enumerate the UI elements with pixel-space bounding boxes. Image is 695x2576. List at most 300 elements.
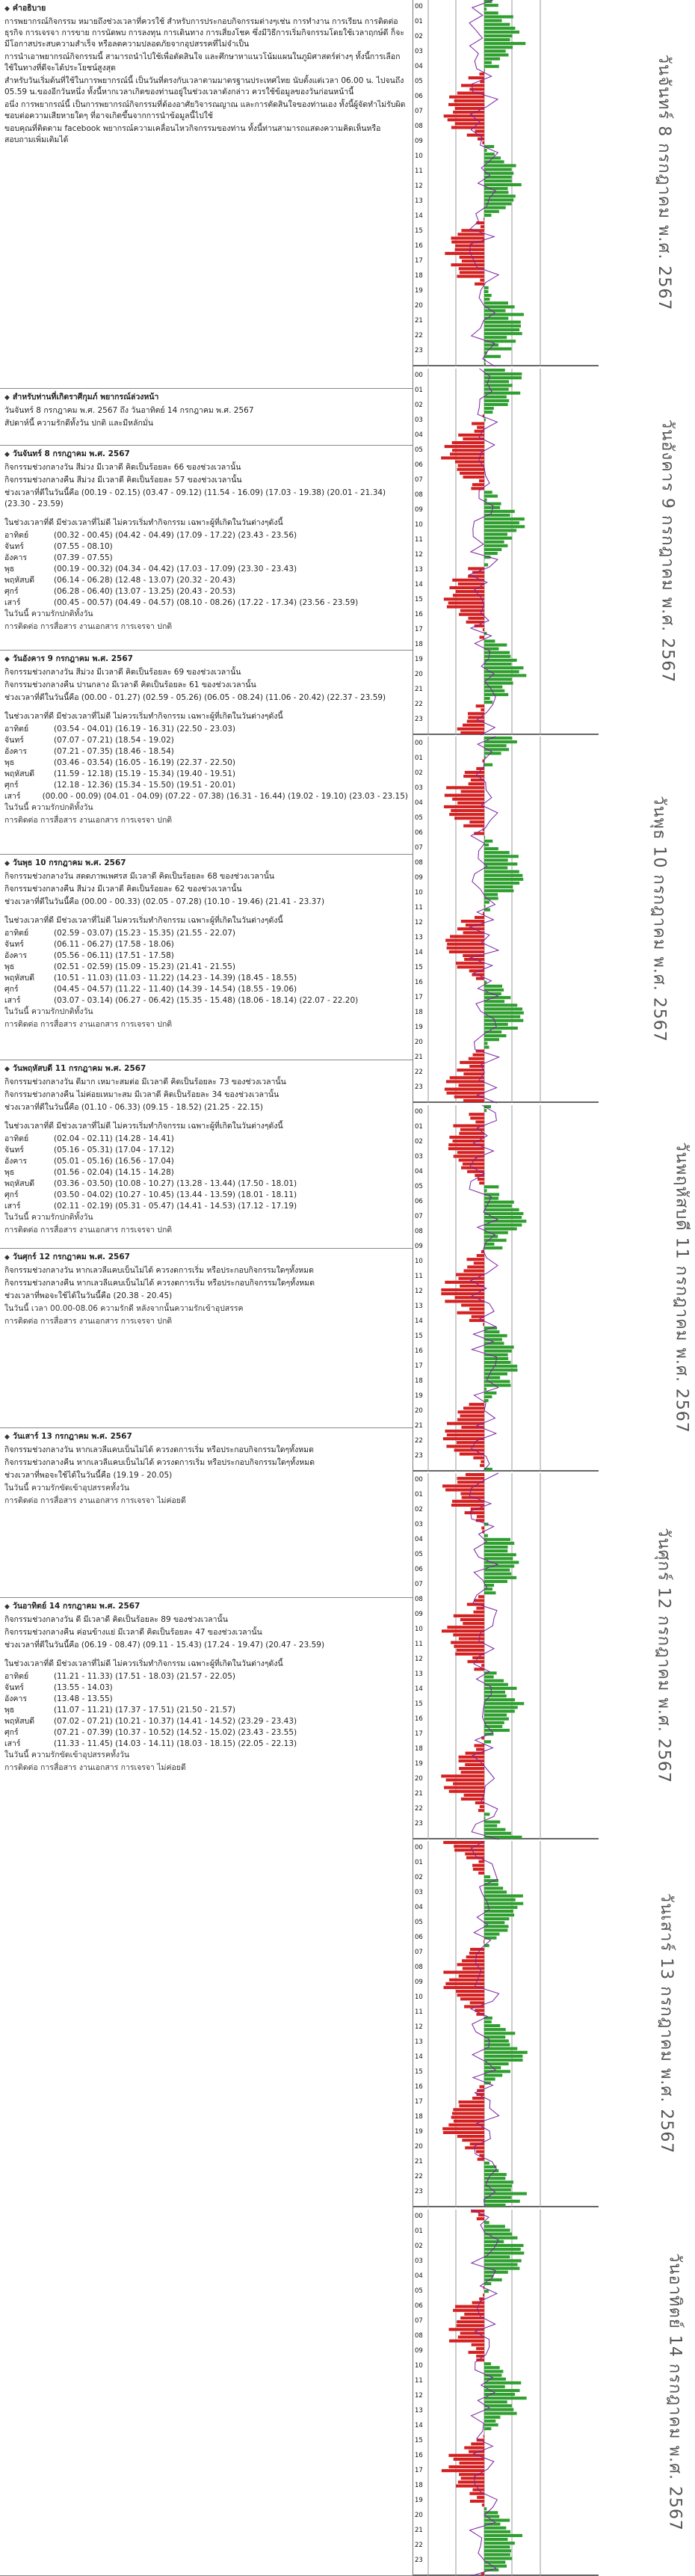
bad-bar bbox=[476, 221, 484, 224]
bad-bar bbox=[445, 1300, 484, 1303]
good-bar bbox=[484, 1925, 508, 1928]
panel-date-label: วันอังคาร 9 กรกฎาคม พ.ศ. 2567 bbox=[658, 419, 677, 683]
bad-bar bbox=[473, 1868, 484, 1871]
bad-bar bbox=[463, 1163, 484, 1166]
good-bar bbox=[484, 2255, 510, 2258]
good-bar bbox=[484, 2020, 492, 2023]
hour-label: 20 bbox=[415, 1775, 423, 1783]
good-bar bbox=[484, 2244, 524, 2247]
hour-label: 19 bbox=[415, 2128, 423, 2136]
hour-label: 20 bbox=[415, 302, 423, 310]
good-bar bbox=[484, 985, 502, 988]
good-bar bbox=[484, 2188, 511, 2191]
bad-bar bbox=[460, 1414, 484, 1417]
bad-bar bbox=[445, 1430, 484, 1433]
good-bar bbox=[484, 336, 507, 339]
good-bar bbox=[484, 2263, 517, 2266]
bad-bar bbox=[461, 84, 484, 87]
hour-label: 11 bbox=[415, 2377, 423, 2385]
hour-label: 13 bbox=[415, 1303, 423, 1310]
good-bar bbox=[484, 1921, 504, 1924]
good-bar bbox=[484, 1549, 507, 1552]
bad-bar bbox=[453, 2108, 484, 2111]
bad-bar bbox=[463, 775, 484, 778]
weekday-times: (12.18 - 12.36) (15.34 - 15.50) (19.51 - 20.01) bbox=[54, 781, 236, 790]
good-bar bbox=[484, 639, 495, 642]
good-bar bbox=[484, 867, 507, 870]
hour-label: 02 bbox=[415, 1874, 423, 1881]
subscription-section bbox=[0, 389, 413, 446]
hour-label: 08 bbox=[415, 491, 423, 499]
day-title: วันศุกร์ 12 กรกฎาคม พ.ศ. 2567 bbox=[12, 1252, 130, 1261]
hour-label: 05 bbox=[415, 1919, 423, 1926]
day-section bbox=[0, 855, 413, 1060]
bad-bar bbox=[447, 1433, 484, 1436]
bad-bar bbox=[468, 712, 484, 715]
weekday-times: (00.32 - 00.45) (04.42 - 04.49) (17.09 - 17.22) (23.43 - 23.56) bbox=[54, 531, 297, 540]
weekday-row bbox=[4, 575, 408, 586]
hour-label: 02 bbox=[415, 2243, 423, 2250]
good-bar bbox=[484, 1007, 522, 1010]
weekday-row bbox=[4, 746, 408, 757]
bad-bar bbox=[483, 1323, 484, 1326]
bad-bar bbox=[445, 939, 484, 942]
bad-bar bbox=[459, 2104, 484, 2107]
good-bar bbox=[484, 194, 516, 197]
bad-bar bbox=[477, 426, 484, 429]
activity-graph bbox=[428, 1841, 540, 2206]
bullet-icon: ◆ bbox=[4, 656, 10, 663]
day-footer: การติดต่อ การสื่อสาร งานเอกสาร การเจรจา ปกติ bbox=[4, 1226, 173, 1235]
day-line: กิจกรรมช่วงกลางคืน สีม่วง มีเวลาดี คิดเป็นร้อยละ 62 ของช่วงเวลานั้น bbox=[4, 885, 242, 894]
bad-bar bbox=[472, 2097, 484, 2100]
hour-label: 05 bbox=[415, 1183, 423, 1190]
bad-bar bbox=[463, 1407, 484, 1410]
bad-bar bbox=[446, 1778, 484, 1781]
activity-graph bbox=[428, 737, 540, 1101]
bad-bar bbox=[463, 476, 484, 479]
hour-label: 01 bbox=[415, 1859, 423, 1866]
bad-bar bbox=[464, 2446, 484, 2449]
weekday-times: (05.16 - 05.31) (17.04 - 17.12) bbox=[54, 1146, 174, 1155]
bad-bar bbox=[457, 1410, 484, 1413]
bad-bar bbox=[466, 923, 484, 926]
bullet-icon: ◆ bbox=[4, 394, 10, 402]
good-bar bbox=[484, 1828, 505, 1831]
hour-label: 09 bbox=[415, 138, 423, 145]
good-bar bbox=[484, 2074, 502, 2077]
hour-axis bbox=[413, 369, 427, 734]
bad-bar bbox=[477, 2496, 484, 2499]
good-bar bbox=[484, 2542, 515, 2545]
bad-bar bbox=[457, 1069, 484, 1072]
hour-label: 04 bbox=[415, 2272, 423, 2280]
bad-bar bbox=[451, 126, 484, 129]
bullet-icon: ◆ bbox=[4, 5, 10, 13]
day-footer: ในวันนี้ ความรักปกติทั้งวัน bbox=[4, 803, 93, 812]
hour-label: 21 bbox=[415, 2527, 423, 2534]
good-bar bbox=[484, 290, 489, 293]
good-bar bbox=[484, 294, 492, 297]
bad-bar bbox=[476, 1607, 484, 1610]
hour-label: 04 bbox=[415, 799, 423, 807]
good-bar bbox=[484, 1580, 507, 1583]
hour-label: 01 bbox=[415, 387, 423, 394]
bad-bar bbox=[445, 1088, 484, 1091]
hour-label: 02 bbox=[415, 1138, 423, 1146]
good-bar bbox=[484, 1902, 523, 1905]
hour-label: 08 bbox=[415, 859, 423, 867]
hour-label: 18 bbox=[415, 2482, 423, 2489]
weekday-times: (07.39 - 07.55) bbox=[54, 553, 113, 562]
good-bar bbox=[484, 301, 508, 304]
bad-bar bbox=[461, 229, 484, 232]
panel-date-label: วันศุกร์ 12 กรกฎาคม พ.ศ. 2567 bbox=[654, 1528, 673, 1783]
weekday-row bbox=[4, 1201, 408, 1212]
bad-bar bbox=[469, 820, 484, 823]
graph-panel bbox=[413, 1105, 691, 1472]
good-bar bbox=[484, 42, 525, 45]
bad-bar bbox=[460, 2331, 484, 2334]
hour-label: 15 bbox=[415, 1332, 423, 1340]
weekday-row bbox=[4, 962, 408, 973]
good-bar bbox=[484, 305, 515, 308]
good-bar bbox=[484, 1019, 523, 1022]
subscription-range: วันจันทร์ 8 กรกฎาคม พ.ศ. 2567 ถึง วันอาทิตย์ 14 กรกฎาคม พ.ศ. 2567 bbox=[4, 406, 254, 415]
hour-label: 04 bbox=[415, 63, 423, 70]
weekday-row bbox=[4, 553, 408, 564]
weekday-times: (07.55 - 08.10) bbox=[54, 542, 113, 551]
weekday-times: (01.56 - 02.04) (14.15 - 14.28) bbox=[54, 1168, 174, 1177]
bad-bar bbox=[451, 263, 484, 266]
good-bar bbox=[484, 491, 492, 494]
hour-label: 14 bbox=[415, 2053, 423, 2061]
weekday-times: (11.33 - 11.45) (14.03 - 14.11) (18.03 - 18.15) (22.05 - 22.13) bbox=[54, 1739, 297, 1748]
bad-bar bbox=[464, 1794, 484, 1797]
good-bar bbox=[484, 369, 505, 372]
good-bar bbox=[484, 1350, 512, 1353]
weekday-label: จันทร์ bbox=[4, 940, 24, 949]
bad-bar bbox=[479, 479, 484, 482]
bad-bar bbox=[480, 1464, 484, 1467]
bad-bar bbox=[454, 2458, 484, 2461]
bad-bar bbox=[477, 2217, 484, 2220]
weekday-row bbox=[4, 950, 408, 962]
hour-label: 07 bbox=[415, 844, 423, 852]
good-bar bbox=[484, 2200, 520, 2203]
bad-bar bbox=[457, 728, 484, 731]
bullet-icon: ◆ bbox=[4, 1603, 10, 1611]
good-bar bbox=[484, 1917, 509, 1920]
good-bar bbox=[484, 2507, 486, 2510]
weekday-label: พฤหัสบดี bbox=[4, 1717, 35, 1726]
bad-bar bbox=[449, 96, 484, 99]
good-bar bbox=[484, 2017, 492, 2020]
bad-bar bbox=[474, 1611, 484, 1614]
good-bar bbox=[484, 328, 519, 331]
weekday-times: (02.59 - 03.07) (15.23 - 15.35) (21.55 - 22.07) bbox=[54, 929, 236, 938]
hour-label: 20 bbox=[415, 1407, 423, 1415]
hour-label: 11 bbox=[415, 1641, 423, 1648]
hour-label: 16 bbox=[415, 611, 423, 618]
hour-label: 18 bbox=[415, 272, 423, 280]
bad-bar bbox=[458, 1277, 484, 1280]
bad-bar bbox=[454, 1848, 484, 1851]
day-title: วันจันทร์ 8 กรกฎาคม พ.ศ. 2567 bbox=[12, 449, 130, 458]
good-bar bbox=[484, 882, 519, 885]
good-bar bbox=[484, 355, 501, 358]
bad-bar bbox=[467, 134, 484, 137]
hour-label: 10 bbox=[415, 153, 423, 160]
weekday-label: พุธ bbox=[4, 1706, 15, 1715]
hour-label: 22 bbox=[415, 1069, 423, 1076]
good-bar bbox=[484, 15, 513, 18]
hour-label: 10 bbox=[415, 1258, 423, 1265]
weekday-times: (02.51 - 02.59) (15.09 - 15.23) (21.41 - 21.55) bbox=[54, 962, 236, 971]
day-line: กิจกรรมช่วงกลางวัน สีม่วง มีเวลาดี คิดเป็นร้อยละ 69 ของช่วงเวลานั้น bbox=[4, 668, 241, 677]
hour-label: 10 bbox=[415, 1994, 423, 2001]
weekday-times: (00.19 - 00.32) (04.34 - 04.42) (17.03 - 17.09) (23.30 - 23.43) bbox=[54, 565, 297, 574]
hour-axis bbox=[413, 1841, 427, 2206]
hour-label: 00 bbox=[415, 372, 423, 379]
bad-bar bbox=[472, 2343, 484, 2346]
good-bar bbox=[484, 1714, 507, 1717]
good-bar bbox=[484, 1676, 494, 1679]
hour-label: 15 bbox=[415, 2068, 423, 2076]
hour-label: 18 bbox=[415, 641, 423, 648]
hour-label: 19 bbox=[415, 2497, 423, 2504]
weekday-times: (07.02 - 07.21) (10.21 - 10.37) (14.41 - 14.52) (23.29 - 23.43) bbox=[54, 1717, 297, 1726]
bad-bar bbox=[463, 1269, 484, 1272]
good-bar bbox=[484, 407, 494, 410]
hour-label: 16 bbox=[415, 2452, 423, 2459]
weekday-times: (07.21 - 07.39) (10.37 - 10.52) (14.52 - 15.02) (23.43 - 23.55) bbox=[54, 1728, 297, 1737]
hour-label: 15 bbox=[415, 227, 423, 235]
bad-bar bbox=[452, 1500, 484, 1503]
good-bar bbox=[484, 648, 498, 651]
bullet-icon: ◆ bbox=[4, 860, 10, 867]
hour-label: 19 bbox=[415, 287, 423, 295]
day-line: กิจกรรมช่วงกลางวัน สีม่วง มีเวลาดี คิดเป็นร้อยละ 66 ของช่วงเวลานั้น bbox=[4, 463, 241, 472]
bad-bar bbox=[457, 1963, 484, 1966]
bad-bar bbox=[449, 1979, 484, 1982]
day-line: กิจกรรมช่วงกลางวัน หากเลวลีแคบเบ็นไม่ได้ ควรงดการเริ่ม หรือประกอบกิจกรรมใดๆทั้งหมด bbox=[4, 1445, 314, 1454]
day-footer: ในวันนี้ ความรักขัดเข้าอุปสรรคทั้งวัน bbox=[4, 1750, 130, 1759]
bad-bar bbox=[465, 1511, 484, 1514]
weekday-times: (06.14 - 06.28) (12.48 - 13.07) (20.32 - 20.43) bbox=[54, 576, 236, 585]
bad-bar bbox=[441, 1288, 484, 1291]
bad-bar bbox=[480, 279, 484, 282]
day-title: วันพฤหัสบดี 11 กรกฎาคม พ.ศ. 2567 bbox=[12, 1064, 146, 1073]
hour-label: 18 bbox=[415, 2113, 423, 2121]
good-bar bbox=[484, 343, 498, 346]
bad-bar bbox=[461, 1303, 484, 1306]
hour-label: 07 bbox=[415, 476, 423, 484]
good-bar bbox=[484, 552, 498, 555]
good-bar bbox=[484, 38, 510, 41]
good-bar bbox=[484, 532, 507, 535]
bad-bar bbox=[475, 130, 484, 133]
hour-label: 22 bbox=[415, 332, 423, 339]
good-bar bbox=[484, 1038, 499, 1041]
hour-label: 00 bbox=[415, 740, 423, 747]
bad-bar bbox=[452, 798, 484, 801]
weekday-row bbox=[4, 1178, 408, 1190]
bad-bar bbox=[478, 1809, 484, 1812]
good-bar bbox=[484, 537, 512, 540]
subscription-note: สัปดาห์นี้ ความรักดีทั้งวัน ปกติ และมีหลักมั่น bbox=[4, 419, 153, 428]
bad-bar bbox=[476, 704, 484, 707]
hour-label: 09 bbox=[415, 2347, 423, 2355]
hour-label: 03 bbox=[415, 1889, 423, 1896]
intro-paragraph: การพยากรณ์กิจกรรม หมายถึงช่วงเวลาที่ควรใช้ สำหรับการประกอบกิจกรรมต่างๆเช่น การทำงาน การเรียน การติดต่อธุรกิจ การเจรจา การขาย การนัดพบ การลงทุน การเดินทาง การเสี่ยงโชค ซึ่งมีวิธีการเริ่มกิจกรรมโดยใช้เวลาฤกษ์ดี ก็จะมีโอกาสประสบความสำเร็จ หรือลดความปลอดภัยจากอุปสรรคที่ไม่จำเป็น bbox=[4, 17, 404, 49]
good-bar bbox=[484, 309, 505, 312]
day-title: วันเสาร์ 13 กรกฎาคม พ.ศ. 2567 bbox=[12, 1432, 132, 1441]
bad-bar bbox=[473, 1457, 484, 1460]
good-bar bbox=[484, 1691, 505, 1694]
good-bar bbox=[484, 2039, 509, 2042]
weekday-row bbox=[4, 735, 408, 746]
good-bar bbox=[484, 388, 509, 391]
good-bar bbox=[484, 7, 486, 10]
weekday-label: จันทร์ bbox=[4, 1683, 24, 1692]
bad-bar bbox=[461, 2477, 484, 2480]
good-bar bbox=[484, 176, 511, 179]
hour-label: 02 bbox=[415, 769, 423, 777]
hour-label: 15 bbox=[415, 596, 423, 603]
good-bar bbox=[484, 1569, 510, 1572]
bad-bar bbox=[445, 445, 484, 448]
bad-bar bbox=[447, 943, 484, 946]
bad-bar bbox=[458, 2480, 484, 2483]
activity-graph bbox=[428, 1105, 540, 1470]
bad-bar bbox=[451, 1504, 484, 1507]
good-bar bbox=[484, 2055, 522, 2058]
hour-label: 08 bbox=[415, 123, 423, 130]
bad-bar bbox=[443, 1841, 484, 1844]
weekday-row bbox=[4, 1671, 408, 1682]
weekday-label: พฤหัสบดี bbox=[4, 1179, 35, 1188]
bad-bar bbox=[469, 1057, 484, 1060]
bad-bar bbox=[476, 2355, 484, 2358]
good-bar bbox=[484, 2233, 512, 2236]
day-line: กิจกรรมช่วงกลางคืน หากเลวลีแคบเบ็นไม่ได้ ควรงดการเริ่ม หรือประกอบกิจกรรมใดๆทั้งหมด bbox=[4, 1279, 315, 1288]
weekday-times: (04.45 - 04.57) (11.22 - 11.40) (14.39 - 14.54) (18.55 - 19.06) bbox=[54, 985, 297, 994]
weekday-times: (11.07 - 11.21) (17.37 - 17.51) (21.50 - 21.57) bbox=[54, 1706, 236, 1715]
good-bar bbox=[484, 332, 522, 335]
bad-bar bbox=[454, 1614, 484, 1617]
bad-bar bbox=[450, 935, 484, 938]
bad-bar bbox=[445, 1488, 484, 1491]
good-bar bbox=[484, 517, 525, 520]
good-bar bbox=[484, 214, 491, 217]
hour-label: 06 bbox=[415, 1198, 423, 1205]
bad-bar bbox=[461, 1798, 484, 1801]
hour-label: 01 bbox=[415, 2228, 423, 2235]
hour-label: 10 bbox=[415, 521, 423, 529]
weekday-row bbox=[4, 984, 408, 995]
good-bar bbox=[484, 740, 517, 743]
good-bar bbox=[484, 541, 504, 544]
bad-bar bbox=[454, 817, 484, 820]
hour-label: 02 bbox=[415, 402, 423, 409]
bullet-icon: ◆ bbox=[4, 451, 10, 458]
hour-label: 22 bbox=[415, 701, 423, 708]
bad-bar bbox=[448, 103, 484, 106]
bad-bar bbox=[459, 1083, 484, 1086]
good-bar bbox=[484, 836, 485, 839]
bad-bar bbox=[445, 794, 484, 797]
day-footer: การติดต่อ การสื่อสาร งานเอกสาร การเจรจา ปกติ bbox=[4, 622, 173, 631]
good-bar bbox=[484, 2527, 506, 2530]
good-bar bbox=[484, 298, 489, 301]
hour-label: 00 bbox=[415, 1108, 423, 1116]
good-bar bbox=[484, 286, 489, 289]
good-bar bbox=[484, 1205, 512, 1208]
hour-label: 21 bbox=[415, 1790, 423, 1798]
hour-label: 07 bbox=[415, 1581, 423, 1588]
bad-bar bbox=[446, 1080, 484, 1083]
good-bar bbox=[484, 313, 524, 316]
good-bar bbox=[484, 1027, 518, 1030]
weekday-times: (03.50 - 04.02) (10.27 - 10.45) (13.44 - 13.59) (18.01 - 18.11) bbox=[54, 1190, 297, 1199]
weekday-row bbox=[4, 586, 408, 597]
intro-paragraph: สำหรับวันเริ่มต้นที่ใช้ในการพยากรณ์นี้ เป็นวันที่ตรงกับเวลาตามมาตรฐานประเทศไทย นับตั้งแต่เวลา 06.00 น. ไปจนถึง 05.59 น.ของอีกวันหนึ่ง ทั้งนี้หากเวลาเกิดของท่านอยู่ในช่วงเวลาดังกล่าว ควรใช้ข้อมูลของวันก่อนหน้านี้ bbox=[4, 76, 404, 96]
hour-label: 08 bbox=[415, 1228, 423, 1235]
bad-bar bbox=[457, 1649, 484, 1652]
hour-label: 00 bbox=[415, 3, 423, 10]
good-bar bbox=[484, 2184, 512, 2187]
day-footer: การติดต่อ การสื่อสาร งานเอกสาร การเจรจา ปกติ bbox=[4, 1317, 173, 1326]
weekday-label: อาทิตย์ bbox=[4, 1672, 29, 1681]
hour-label: 09 bbox=[415, 1979, 423, 1986]
good-bar bbox=[484, 1538, 510, 1541]
bad-bar bbox=[457, 468, 484, 471]
day-title: วันอังคาร 9 กรกฎาคม พ.ศ. 2567 bbox=[12, 654, 133, 663]
good-bar bbox=[484, 153, 495, 156]
bad-bar bbox=[469, 1403, 484, 1406]
hour-label: 05 bbox=[415, 1551, 423, 1558]
hour-label: 09 bbox=[415, 1243, 423, 1250]
bad-bar bbox=[455, 107, 484, 110]
bad-bar bbox=[457, 965, 484, 968]
good-bar bbox=[484, 686, 502, 689]
bad-bar bbox=[469, 2351, 484, 2354]
day-footer: การติดต่อ การสื่อสาร งานเอกสาร การเจรจา ไม่ค่อยดี bbox=[4, 1496, 186, 1505]
good-bar bbox=[484, 1208, 519, 1211]
weekday-row bbox=[4, 780, 408, 791]
panel-date-label: วันพุธ 10 กรกฎาคม พ.ศ. 2567 bbox=[649, 796, 669, 1042]
bullet-icon: ◆ bbox=[4, 1066, 10, 1073]
weekday-row bbox=[4, 769, 408, 780]
weekday-label: ศุกร์ bbox=[4, 781, 19, 790]
hour-label: 02 bbox=[415, 33, 423, 40]
day-section bbox=[0, 651, 413, 855]
bad-bar bbox=[481, 1460, 484, 1463]
good-bar bbox=[484, 2385, 505, 2388]
good-bar bbox=[484, 889, 513, 892]
good-bar bbox=[484, 1576, 516, 1579]
bad-bar bbox=[442, 2127, 484, 2130]
weekday-row bbox=[4, 1682, 408, 1694]
bad-bar bbox=[475, 1120, 484, 1123]
weekday-row bbox=[4, 791, 408, 802]
day-subtitle: ในช่วงเวลาที่ดี มีช่วงเวลาที่ไม่ดี ไม่ควรเริ่มทำกิจกรรม เฉพาะผู้ที่เกิดในวันต่างๆดังนี้ bbox=[4, 916, 283, 925]
good-bar bbox=[484, 65, 499, 68]
bad-bar bbox=[449, 950, 484, 953]
weekday-row bbox=[4, 530, 408, 541]
hour-label: 18 bbox=[415, 1009, 423, 1016]
